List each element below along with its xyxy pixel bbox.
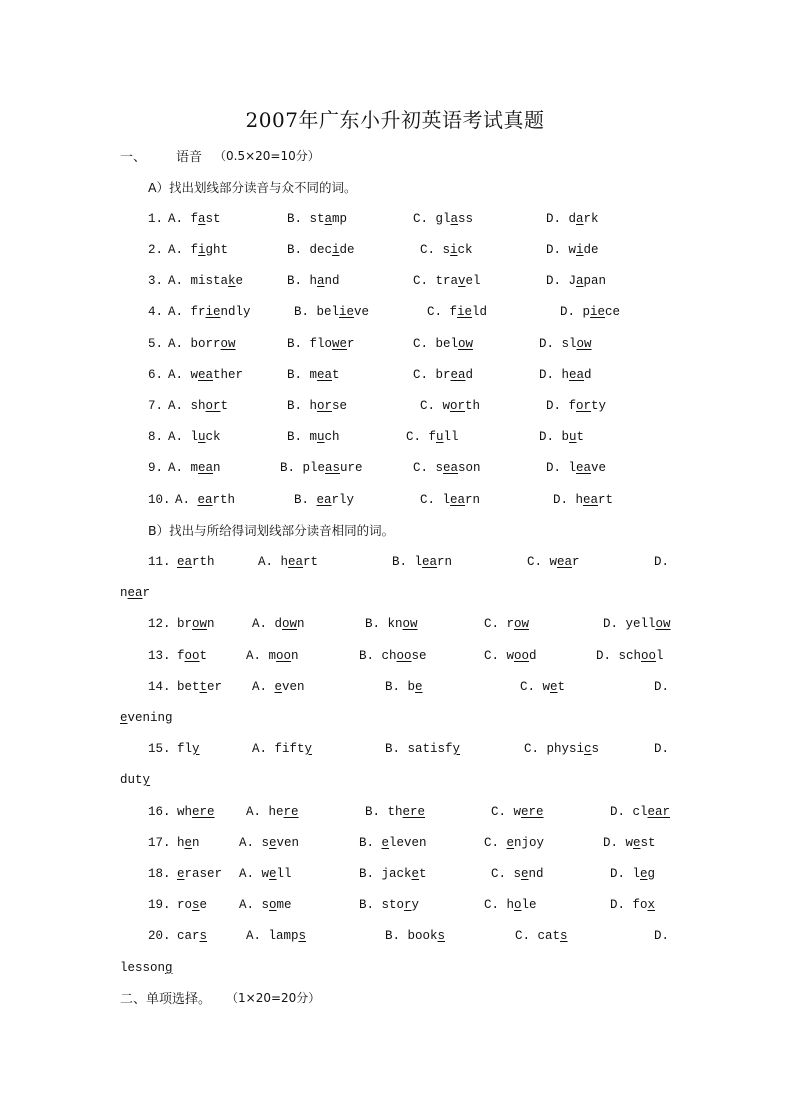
question-number: 12. (148, 617, 171, 631)
given-word: where (177, 805, 215, 819)
option-d: D. wide (546, 243, 599, 257)
option-b: B. believe (294, 305, 370, 319)
question-number: 11. (148, 555, 171, 569)
option-d: D. leave (546, 461, 607, 475)
option-d-wrapped: duty (120, 773, 151, 787)
option-a: A. weather (168, 368, 244, 382)
option-a: A. moon (246, 649, 299, 663)
question-19 (0, 898, 790, 916)
question-number: 8. (148, 430, 164, 444)
option-b: B. eleven (359, 836, 427, 850)
option-b: B. decide (287, 243, 355, 257)
option-a: A. here (246, 805, 299, 819)
question-5 (0, 337, 790, 355)
question-number: 5. (148, 337, 164, 351)
question-15 (0, 742, 790, 760)
question-18 (0, 867, 790, 885)
option-d: D. fox (610, 898, 656, 912)
question-13 (0, 649, 790, 667)
question-9 (0, 461, 790, 479)
option-d: D. (654, 680, 670, 694)
option-c: C. send (491, 867, 544, 881)
question-4 (0, 305, 790, 323)
option-d: D. (654, 929, 670, 943)
option-c: C. physics (524, 742, 600, 756)
option-c: C. worth (420, 399, 481, 413)
section1-number: 一、 (120, 150, 147, 165)
option-a: A. mean (168, 461, 221, 475)
option-d: D. (654, 555, 670, 569)
option-c: C. wear (527, 555, 580, 569)
option-b: B. flower (287, 337, 355, 351)
option-b: B. learn (392, 555, 453, 569)
question-3 (0, 274, 790, 292)
option-b: B. much (287, 430, 340, 444)
option-b: B. horse (287, 399, 348, 413)
option-b: B. there (365, 805, 426, 819)
option-a: A. fifty (252, 742, 313, 756)
option-c: C. wood (484, 649, 537, 663)
question-number: 17. (148, 836, 171, 850)
option-d: D. yellow (603, 617, 671, 631)
question-number: 16. (148, 805, 171, 819)
question-1 (0, 212, 790, 230)
option-d: D. leg (610, 867, 656, 881)
option-a: A. some (239, 898, 292, 912)
option-b: B. books (385, 929, 446, 943)
option-c: C. wet (520, 680, 566, 694)
section2-heading: 二、单项选择。 (120, 992, 212, 1007)
given-word: brown (177, 617, 215, 631)
question-number: 15. (148, 742, 171, 756)
question-number: 1. (148, 212, 164, 226)
option-d: D. school (596, 649, 664, 663)
question-number: 14. (148, 680, 171, 694)
question-number: 19. (148, 898, 171, 912)
question-number: 4. (148, 305, 164, 319)
option-b: B. be (385, 680, 423, 694)
option-d-wrapped: lessong (120, 961, 173, 975)
option-c: C. season (413, 461, 481, 475)
option-b: B. jacket (359, 867, 427, 881)
option-c: C. row (484, 617, 530, 631)
option-d: D. slow (539, 337, 592, 351)
option-b: B. satisfy (385, 742, 461, 756)
option-a: A. down (252, 617, 305, 631)
question-6 (0, 368, 790, 386)
question-number: 10. (148, 493, 171, 507)
option-b: B. pleasure (280, 461, 363, 475)
option-b: B. know (365, 617, 418, 631)
option-a: A. borrow (168, 337, 236, 351)
part-a-instruction: A）找出划线部分读音与众不同的词。 (148, 180, 357, 195)
option-a: A. seven (239, 836, 300, 850)
part-b-instruction: B）找出与所给得词划线部分读音相同的词。 (148, 523, 395, 538)
option-b: B. early (294, 493, 355, 507)
option-a: A. short (168, 399, 229, 413)
option-c: C. hole (484, 898, 537, 912)
question-20 (0, 929, 790, 947)
question-7 (0, 399, 790, 417)
section1-name: 语音 (176, 150, 203, 165)
option-b: B. meat (287, 368, 340, 382)
option-c: C. travel (413, 274, 481, 288)
option-d: D. (654, 742, 670, 756)
question-number: 13. (148, 649, 171, 663)
option-c: C. cats (515, 929, 568, 943)
given-word: better (177, 680, 223, 694)
question-14 (0, 680, 790, 698)
option-b: B. choose (359, 649, 427, 663)
option-c: C. enjoy (484, 836, 545, 850)
given-word: foot (177, 649, 208, 663)
option-a: A. earth (175, 493, 236, 507)
option-d: D. Japan (546, 274, 607, 288)
option-d-wrapped: evening (120, 711, 173, 725)
question-number: 3. (148, 274, 164, 288)
option-a: A. fight (168, 243, 229, 257)
option-d: D. forty (546, 399, 607, 413)
option-c: C. field (427, 305, 488, 319)
option-c: C. bread (413, 368, 474, 382)
option-c: C. full (406, 430, 459, 444)
given-word: hen (177, 836, 200, 850)
option-d: D. head (539, 368, 592, 382)
question-number: 2. (148, 243, 164, 257)
option-a: A. well (239, 867, 292, 881)
option-c: C. sick (420, 243, 473, 257)
option-d: D. west (603, 836, 656, 850)
option-a: A. fast (168, 212, 221, 226)
page-title: 2007年广东小升初英语考试真题 (245, 108, 545, 132)
option-c: C. were (491, 805, 544, 819)
question-number: 18. (148, 867, 171, 881)
option-d: D. heart (553, 493, 614, 507)
given-word: rose (177, 898, 208, 912)
question-10 (0, 493, 790, 511)
given-word: eraser (177, 867, 223, 881)
option-a: A. even (252, 680, 305, 694)
question-number: 6. (148, 368, 164, 382)
option-c: C. glass (413, 212, 474, 226)
question-2 (0, 243, 790, 261)
option-b: B. hand (287, 274, 340, 288)
option-b: B. story (359, 898, 420, 912)
question-17 (0, 836, 790, 854)
given-word: cars (177, 929, 208, 943)
question-number: 9. (148, 461, 164, 475)
section1-score: （0.5×20=10分） (214, 149, 320, 163)
given-word: earth (177, 555, 215, 569)
option-a: A. heart (258, 555, 319, 569)
option-d: D. dark (546, 212, 599, 226)
question-11 (0, 555, 790, 573)
question-number: 7. (148, 399, 164, 413)
option-a: A. friendly (168, 305, 251, 319)
option-a: A. mistake (168, 274, 244, 288)
option-c: C. below (413, 337, 474, 351)
question-12 (0, 617, 790, 635)
option-d: D. clear (610, 805, 671, 819)
option-a: A. luck (168, 430, 221, 444)
question-16 (0, 805, 790, 823)
question-8 (0, 430, 790, 448)
given-word: fly (177, 742, 200, 756)
option-d: D. but (539, 430, 585, 444)
option-d: D. piece (560, 305, 621, 319)
option-b: B. stamp (287, 212, 348, 226)
section2-score: （1×20=20分） (226, 991, 321, 1005)
option-a: A. lamps (246, 929, 307, 943)
question-number: 20. (148, 929, 171, 943)
option-c: C. learn (420, 493, 481, 507)
option-d-wrapped: near (120, 586, 151, 600)
